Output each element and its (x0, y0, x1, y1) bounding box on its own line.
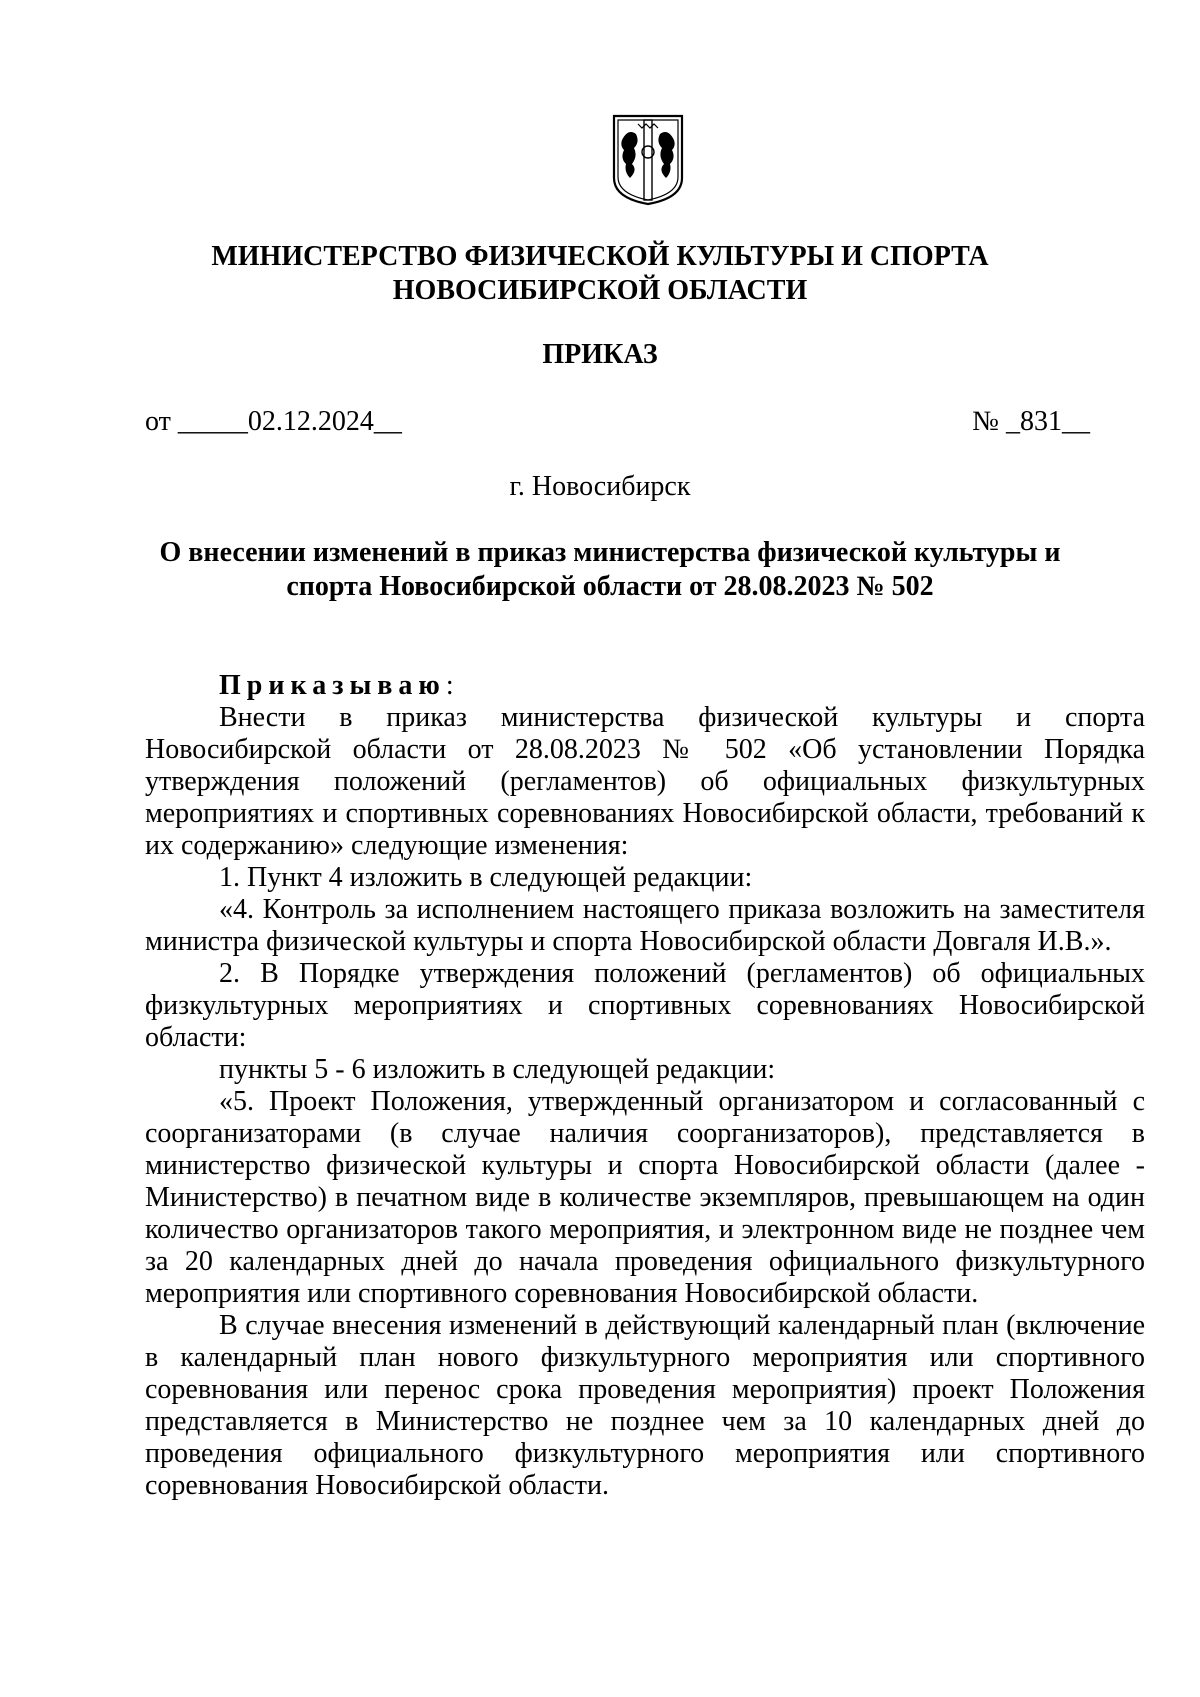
order-date (145, 405, 402, 439)
order-directive (145, 670, 1145, 702)
coat-of-arms-icon (608, 112, 688, 208)
paragraph-5: пункты 5 - 6 изложить в следующей редакции: (219, 1054, 776, 1085)
paragraph-6: «5. Проект Положения, утвержденный организатором и согласованный с соорганизаторами (в случае наличия соорганизаторов), представляется в министерство физической культуры и спорта Новосибирской области (далее - Министерство) в печатном виде в количестве экземпляров, превышающем на один количество организаторов такого мероприятия, и электронном виде не позднее чем за 20 календарных дней до начала проведения официального физкультурного мероприятия или спортивного соревнования Новосибирской области. (145, 1086, 1145, 1309)
paragraph-4: 2. В Порядке утверждения положений (регламентов) об официальных физкультурных мероприятиях и спортивных соревнованиях Новосибирской области: (145, 958, 1145, 1053)
subject-line-1: О внесении изменений в приказ министерства физической культуры и (159, 537, 1061, 568)
city-name: г. Новосибирск (509, 471, 691, 502)
order-subject (150, 536, 1070, 604)
order-number: № _831__ (972, 406, 1090, 437)
ministry-name-line-1: МИНИСТЕРСТВО ФИЗИЧЕСКОЙ КУЛЬТУРЫ И СПОРТА (211, 241, 989, 272)
ministry-name-line-2: НОВОСИБИРСКОЙ ОБЛАСТИ (392, 275, 808, 306)
paragraph-7: В случае внесения изменений в действующий календарный план (включение в календарный план нового физкультурного мероприятия или спортивного соревнования или перенос срока проведения мероприятия) проект Положения представляется в Министерство не позднее чем за 10 календарных дней до проведения официального физкультурного мероприятия или спортивного соревнования Новосибирской области. (145, 1310, 1145, 1501)
date-value: _____02.12.2024__ (177, 406, 402, 437)
ministry-name (0, 240, 1200, 308)
date-prefix: от (145, 406, 171, 437)
order-word: Приказываю (219, 670, 446, 701)
document-type-heading: ПРИКАЗ (542, 339, 658, 370)
order-colon: : (445, 670, 454, 701)
paragraph-2: 1. Пункт 4 изложить в следующей редакции: (219, 862, 753, 893)
paragraph-1: Внести в приказ министерства физической культуры и спорта Новосибирской области от 28.08.2023 № 502 «Об установлении Порядка утверждения положений (регламентов) об официальных физкультурных мероприятиях и спортивных соревнованиях Новосибирской области, требований к их содержанию» следующие изменения: (145, 702, 1145, 861)
subject-line-2: спорта Новосибирской области от 28.08.2023 № 502 (286, 571, 934, 602)
paragraph-3: «4. Контроль за исполнением настоящего приказа возложить на заместителя министра физической культуры и спорта Новосибирской области Довгаля И.В.». (145, 894, 1145, 957)
order-body (145, 670, 1145, 1502)
